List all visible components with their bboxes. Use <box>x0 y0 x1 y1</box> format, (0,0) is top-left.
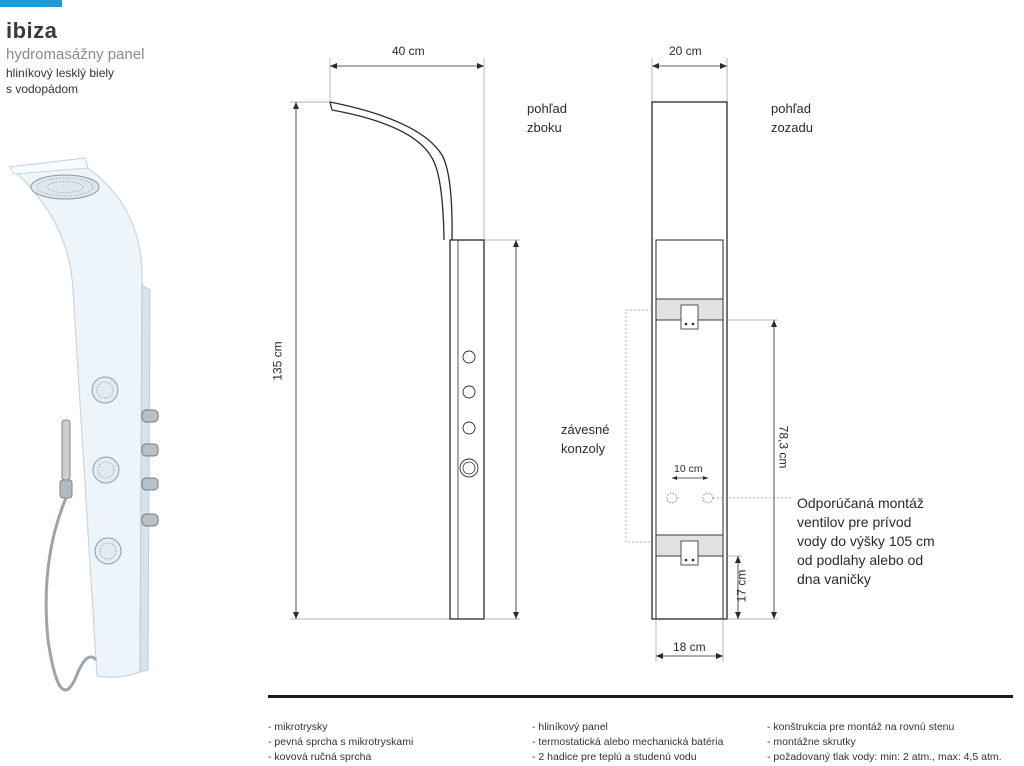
product-subtitle: hydromasážny panel <box>6 46 145 63</box>
side-view-drawing <box>290 58 520 619</box>
side-view-label-line1: pohľad <box>527 101 567 116</box>
product-title: ibiza <box>6 18 58 43</box>
feature-item: - 2 hadice pre teplú a studenú vodu <box>532 751 697 763</box>
product-illustration <box>10 158 158 690</box>
side-view-label-line2: zboku <box>527 120 562 135</box>
note-line4: od podlahy alebo od <box>797 552 924 568</box>
brackets-label-line1: závesné <box>561 422 610 437</box>
note-line5: dna vaničky <box>797 571 871 587</box>
dim-back-inner-width: 18 cm <box>673 640 706 654</box>
dim-bracket-bottom: 17 cm <box>734 569 749 603</box>
note-line2: ventilov pre prívod <box>797 514 912 530</box>
feature-item: - hliníkový panel <box>532 721 608 733</box>
feature-item: - termostatická alebo mechanická batéria <box>532 736 724 748</box>
section-divider <box>268 695 1013 698</box>
features-column-1 <box>268 720 413 765</box>
note-line3: vody do výšky 105 cm <box>797 533 935 549</box>
dim-side-width: 40 cm <box>392 44 425 58</box>
note-line1: Odporúčaná montáž <box>797 495 924 511</box>
feature-item: - kovová ručná sprcha <box>268 751 372 763</box>
product-desc-line2: s vodopádom <box>6 82 79 96</box>
product-desc-line1: hliníkový lesklý biely <box>6 66 115 80</box>
dim-bracket-spacing: 78,3 cm <box>776 425 791 469</box>
features-column-2 <box>532 720 723 765</box>
brackets-label-line2: konzoly <box>561 441 606 456</box>
feature-item: - požadovaný tlak vody: min: 2 atm., max: 4,5 atm. <box>767 751 1002 763</box>
back-view-drawing <box>626 58 792 662</box>
features-column-3 <box>767 720 1002 765</box>
valve-recommendation-note <box>797 494 935 589</box>
dim-side-height: 135 cm <box>270 341 285 381</box>
feature-item: - konštrukcia pre montáž na rovnú stenu <box>767 721 955 733</box>
back-view-label-line2: zozadu <box>771 120 813 135</box>
feature-item: - mikrotrysky <box>268 721 328 733</box>
dim-back-width: 20 cm <box>669 44 702 58</box>
feature-item: - montážne skrutky <box>767 736 856 748</box>
dim-valve-spacing: 10 cm <box>674 463 703 475</box>
back-view-label-line1: pohľad <box>771 101 811 116</box>
feature-item: - pevná sprcha s mikrotryskami <box>268 736 414 748</box>
